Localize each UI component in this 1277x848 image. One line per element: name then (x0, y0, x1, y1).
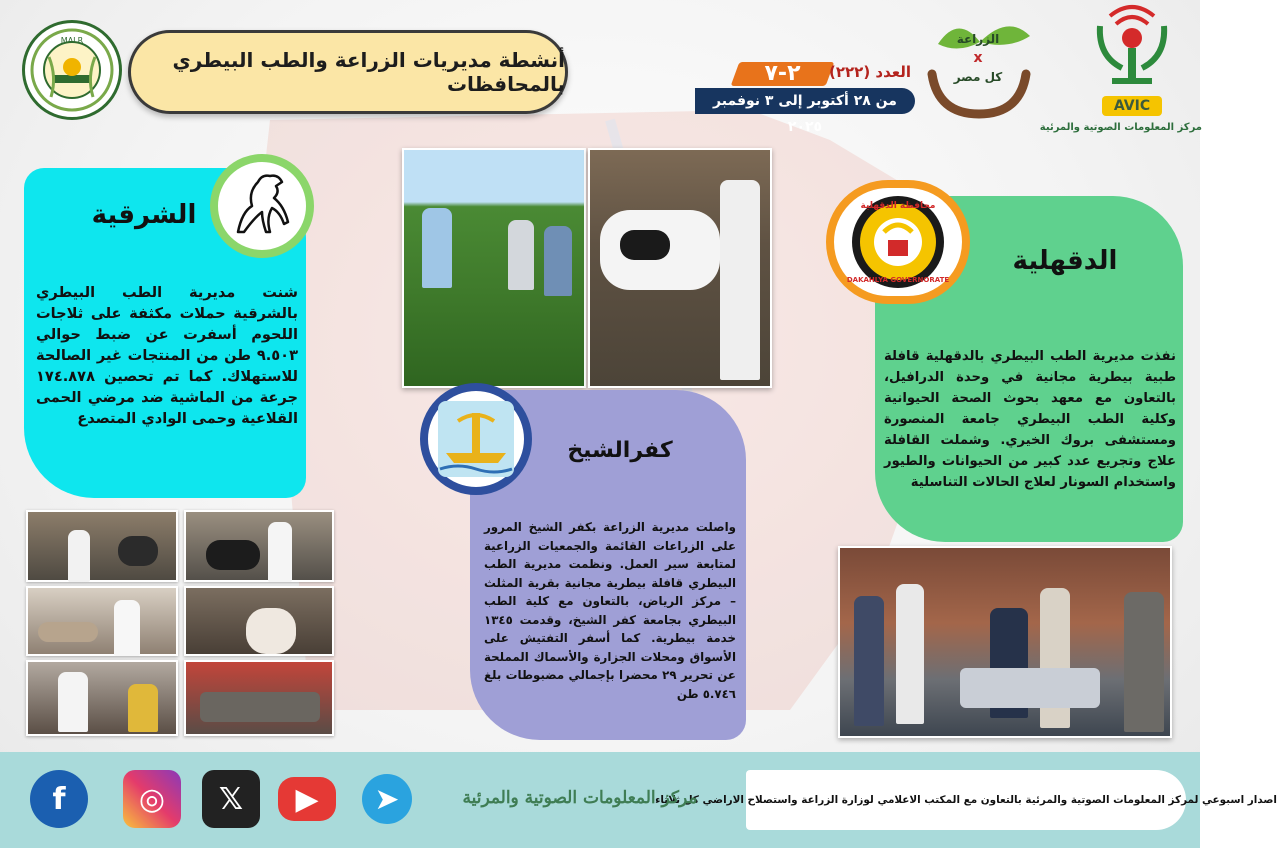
telegram-icon[interactable]: ➤ (362, 774, 412, 824)
sharqia-photo-2 (184, 510, 334, 582)
kafr-elsheikh-body: واصلت مديرية الزراعة بكفر الشيخ المرور على الزراعات القائمة والجمعيات الزراعية لمتابعة سير العمل. ونظمت مديرية الطب البيطري قافلة بيطرية مجانية بقرية المثلث – مركز الرياض، بالتعاون مع كلية الطب البيطري بجامعة كفر الشيخ، وقدمت ١٣٤٥ خدمة بيطرية. كما أسفر التفتيش على الأسواق ومحلات الجزارة والأسماك المملحة عن تحرير ٢٩ محضرا بإجمالي مضبوطات بلغ ٥.٧٤٦ طن (484, 520, 736, 701)
horse-icon (218, 162, 306, 250)
sharqia-logo-circle (210, 154, 314, 258)
page-title: أنشطة مديريات الزراعة والطب البيطري بالمحافظات (172, 48, 565, 96)
instagram-icon[interactable]: ◎ (123, 770, 181, 828)
sharqia-body: شنت مديرية الطب البيطري بالشرقية حملات مكثفة على ثلاجات اللحوم أسفرت عن ضبط حوالي ٩.٥٠٣ طن من المنتجات غير الصالحة للاستهلاك. كما تم تحصين ١٧٤.٨٧٨ جرعة من الماشية ضد مرضي الحمى القلاعية وحمى الوادي المتصدع (36, 284, 298, 427)
footer-center-name: مركز المعلومات الصوتية والمرئية (462, 788, 698, 808)
dakahlia-governorate-seal (834, 188, 962, 296)
avic-caption: مركز المعلومات الصوتية والمرئية (1039, 122, 1202, 133)
kafr-field-photo (402, 148, 586, 388)
sharqia-photo-4 (184, 586, 334, 656)
footer-info-strip (655, 770, 1277, 830)
hands-plant-icon (918, 14, 1040, 122)
sharqia-title: الشرقية (91, 200, 197, 230)
sharqia-photo-6 (184, 660, 334, 736)
avic-logo (1039, 6, 1202, 136)
issue-number: العدد (٢٢٢) (828, 63, 911, 81)
wheat-emblem-icon (29, 27, 115, 113)
dakahlia-logo-circle (826, 180, 970, 304)
kafr-elsheikh-title: كفرالشيخ (567, 438, 673, 463)
dakahlia-title: الدقهلية (1012, 246, 1118, 276)
x-twitter-icon[interactable]: 𝕏 (202, 770, 260, 828)
youtube-icon[interactable]: ▶ (278, 777, 336, 821)
broadcast-signal-icon (1082, 6, 1182, 96)
malr-logo (22, 20, 122, 120)
sharqia-photo-3 (26, 586, 178, 656)
svg-text:MALR: MALR (60, 36, 84, 45)
facebook-icon[interactable]: f (30, 770, 88, 828)
dakahlia-caravan-photo (838, 546, 1172, 738)
sharqia-photo-5 (26, 660, 178, 736)
page-title-banner (128, 30, 568, 114)
vet-cow-photo (588, 148, 772, 388)
svg-text:DAKAHLYA GOVERNORATE: DAKAHLYA GOVERNORATE (846, 276, 950, 284)
dakahlia-body: نفذت مديرية الطب البيطري بالدقهلية قافلة طبية بيطرية مجانية في وحدة الدرافيل، بالتعاون مع معهد بحوث الصحة الحيوانية وكلية الطب البيطري جامعة المنصورة ومستشفى بروك الخيري. وشملت القافلة علاج وتجريع عدد كبير من الحيوانات والطيور واستخدام السونار لعلاج الحالات التناسلية (884, 349, 1176, 490)
avic-label: AVIC (1102, 96, 1162, 116)
svg-text:محافظة الدقهلية: محافظة الدقهلية (860, 201, 936, 211)
issue-badge-text: ٢-٧ (764, 61, 801, 86)
footer-publication-note: اصدار اسبوعي لمركز المعلومات الصوتية والمرئية بالتعاون مع المكتب الاعلامي لوزارة الزراعة واستصلاح الاراضي كل ثلاثاء (655, 794, 1277, 806)
agriculture-campaign-logo: الزراعة x كل مصر (918, 14, 1040, 122)
sharqia-photo-1 (26, 510, 178, 582)
date-range: من ٢٨ أكتوبر إلى ٣ نوفمبر ٢٠٢٥ (695, 88, 915, 114)
kafr-logo-circle (420, 383, 532, 495)
kafr-elsheikh-emblem (428, 391, 524, 487)
